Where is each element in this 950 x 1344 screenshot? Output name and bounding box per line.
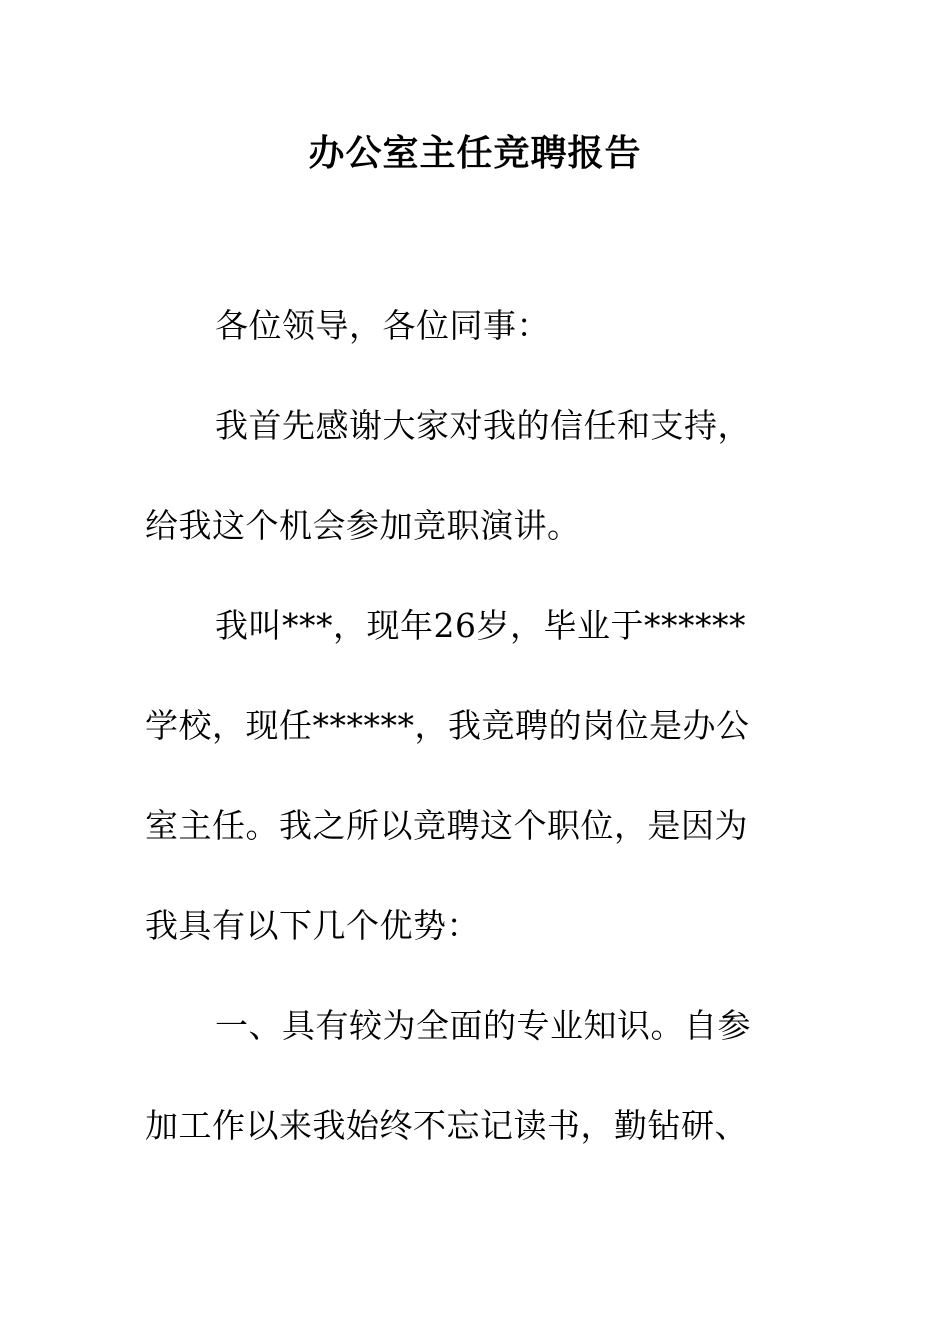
paragraph-line: 给我这个机会参加竞职演讲。: [145, 506, 581, 545]
paragraph-line: 我叫***，现年26岁，毕业于******: [215, 606, 746, 645]
paragraph-line: 学校，现任******，我竞聘的岗位是办公: [145, 706, 750, 745]
paragraph-line: 一、具有较为全面的专业知识。自参: [215, 1006, 751, 1045]
salutation-line: 各位领导，各位同事：: [215, 306, 550, 345]
paragraph-line: 加工作以来我始终不忘记读书，勤钻研、: [145, 1106, 748, 1145]
paragraph-line: 我首先感谢大家对我的信任和支持，: [215, 406, 751, 445]
paragraph-line: 室主任。我之所以竞聘这个职位，是因为: [145, 806, 748, 845]
document-title: 办公室主任竞聘报告: [308, 132, 642, 174]
paragraph-line: 我具有以下几个优势：: [145, 906, 480, 945]
